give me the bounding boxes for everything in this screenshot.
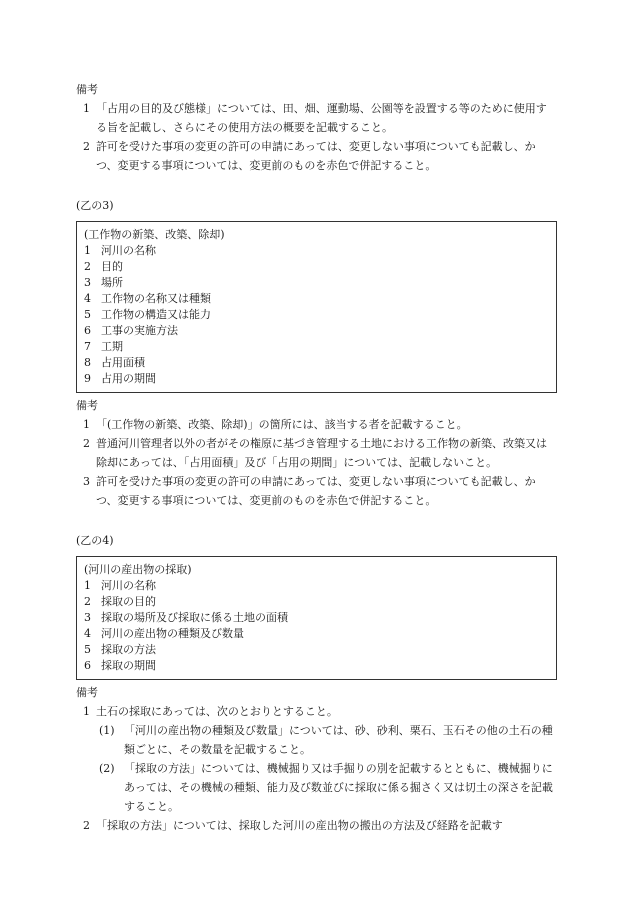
note-text: 「占用の目的及び態様」については、田、畑、運動場、公園等を設置する等のために使用する旨を記載し、さらにその使用方法の概要を記載すること。	[96, 102, 547, 134]
form-item	[84, 626, 548, 642]
form-item	[84, 259, 548, 275]
note-number: 1	[83, 705, 90, 718]
item-number: 1	[84, 579, 91, 592]
form-item	[84, 658, 548, 674]
item-text: 目的	[101, 260, 123, 273]
note-item	[76, 415, 557, 434]
item-number: 4	[84, 292, 91, 305]
sub-item-text: 「採取の方法」については、機械掘り又は手掘りの別を記載するとともに、機械掘りにあっては、その機械の種類、能力及び数並びに採取に係る掘さく又は切土の深さを記載すること。	[124, 762, 553, 813]
form-item	[84, 307, 548, 323]
form-item	[84, 578, 548, 594]
item-text: 採取の方法	[101, 643, 156, 656]
note-number: 1	[83, 102, 90, 115]
item-number: 6	[84, 324, 91, 337]
note-item	[76, 137, 557, 175]
item-number: 5	[84, 643, 91, 656]
form-item	[84, 642, 548, 658]
note-item	[76, 99, 557, 137]
item-text: 河川の名称	[101, 244, 156, 257]
form-item	[84, 243, 548, 259]
notes-section-1	[76, 81, 557, 175]
item-text: 工作物の構造又は能力	[101, 308, 211, 321]
item-text: 工期	[101, 340, 123, 353]
form-item	[84, 339, 548, 355]
item-text: 採取の期間	[101, 659, 156, 672]
item-number: 2	[84, 595, 91, 608]
item-text: 占用面積	[101, 356, 145, 369]
item-number: 7	[84, 340, 91, 353]
form-item	[84, 594, 548, 610]
item-text: 採取の目的	[101, 595, 156, 608]
form-otsu-3	[76, 197, 557, 510]
item-number: 3	[84, 276, 91, 289]
note-text: 許可を受けた事項の変更の許可の申請にあっては、変更しない事項についても記載し、かつ、変更する事項については、変更前のものを赤色で併記すること。	[96, 140, 536, 172]
box-title: (河川の産出物の採取)	[84, 563, 192, 576]
form-item	[84, 610, 548, 626]
note-item	[76, 472, 557, 510]
form-label: (乙の4)	[76, 534, 114, 547]
form-box	[76, 556, 557, 680]
item-number: 4	[84, 627, 91, 640]
note-number: 2	[83, 437, 90, 450]
document-page	[76, 81, 557, 835]
note-item	[76, 434, 557, 472]
note-text: 「(工作物の新築、改築、除却)」の箇所には、該当する者を記載すること。	[96, 418, 468, 431]
item-number: 6	[84, 659, 91, 672]
item-text: 工事の実施方法	[101, 324, 178, 337]
form-item	[84, 355, 548, 371]
item-text: 場所	[101, 276, 123, 289]
notes-heading: 備考	[76, 83, 98, 96]
note-item	[76, 816, 557, 835]
note-number: 1	[83, 418, 90, 431]
sub-item-number: (1)	[99, 724, 115, 737]
form-box	[76, 221, 557, 393]
note-text: 許可を受けた事項の変更の許可の申請にあっては、変更しない事項についても記載し、かつ、変更する事項については、変更前のものを赤色で併記すること。	[96, 475, 536, 507]
sub-item-number: (2)	[99, 762, 115, 775]
item-number: 8	[84, 356, 91, 369]
item-number: 3	[84, 611, 91, 624]
item-text: 占用の期間	[101, 372, 156, 385]
note-item	[76, 702, 557, 721]
item-number: 9	[84, 372, 91, 385]
item-number: 2	[84, 260, 91, 273]
form-otsu-4	[76, 532, 557, 835]
item-number: 1	[84, 244, 91, 257]
form-item	[84, 371, 548, 387]
form-label: (乙の3)	[76, 199, 114, 212]
box-title: (工作物の新築、改築、除却)	[84, 228, 225, 241]
form-item	[84, 275, 548, 291]
form-item	[84, 323, 548, 339]
note-text: 「採取の方法」については、採取した河川の産出物の搬出の方法及び経路を記載す	[96, 819, 503, 832]
note-sub-item	[92, 721, 557, 759]
note-number: 2	[83, 819, 90, 832]
note-text: 普通河川管理者以外の者がその権原に基づき管理する土地における工作物の新築、改築又は除却にあっては、「占用面積」及び「占用の期間」については、記載しないこと。	[96, 437, 547, 469]
notes-heading: 備考	[76, 686, 98, 699]
note-sub-item	[92, 759, 557, 816]
note-text: 土石の採取にあっては、次のとおりとすること。	[96, 705, 338, 718]
item-text: 河川の産出物の種類及び数量	[101, 627, 244, 640]
form-item	[84, 291, 548, 307]
note-number: 2	[83, 140, 90, 153]
sub-item-text: 「河川の産出物の種類及び数量」については、砂、砂利、栗石、玉石その他の土石の種類ごとに、その数量を記載すること。	[124, 724, 553, 756]
item-text: 河川の名称	[101, 579, 156, 592]
item-text: 採取の場所及び採取に係る土地の面積	[101, 611, 288, 624]
note-number: 3	[83, 475, 90, 488]
item-text: 工作物の名称又は種類	[101, 292, 211, 305]
notes-heading: 備考	[76, 399, 98, 412]
item-number: 5	[84, 308, 91, 321]
